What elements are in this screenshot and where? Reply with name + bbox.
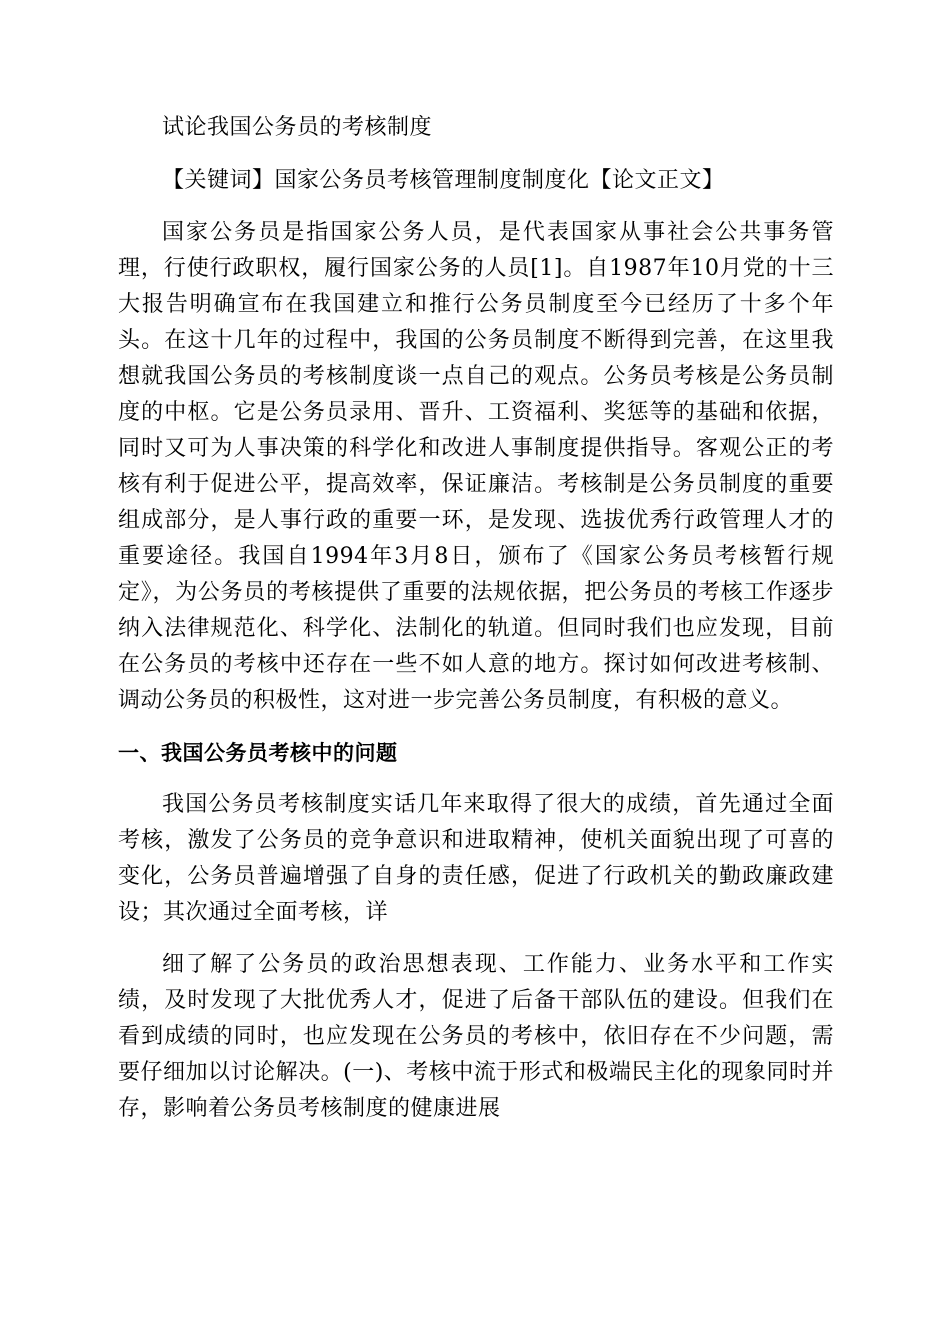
section-paragraph-2: 细了解了公务员的政治思想表现、工作能力、业务水平和工作实绩，及时发现了大批优秀人才，促进了后备干部队伍的建设。但我们在看到成绩的同时，也应发现在公务员的考核中，依旧存在不少问题，需要仔细加以讨论解决。(一)、考核中流于形式和极端民主化的现象同时并存，影响着公务员考核制度的健康进展	[118, 952, 834, 1121]
document-title: 试论我国公务员的考核制度	[162, 115, 433, 140]
section-paragraph-1: 我国公务员考核制度实话几年来取得了很大的成绩，首先通过全面考核，激发了公务员的竞争意识和进取精神，使机关面貌出现了可喜的变化，公务员普遍增强了自身的责任感，促进了行政机关的勤政廉政建设；其次通过全面考核，详	[118, 792, 834, 925]
section-heading: 一、我国公务员考核中的问题	[118, 741, 398, 765]
intro-paragraph: 国家公务员是指国家公务人员，是代表国家从事社会公共事务管理，行使行政职权，履行国家公务的人员[1]。自1987年10月党的十三大报告明确宣布在我国建立和推行公务员制度至今已经历了十多个年头。在这十几年的过程中，我国的公务员制度不断得到完善，在这里我想就我国公务员的考核制度谈一点自己的观点。公务员考核是公务员制度的中枢。它是公务员录用、晋升、工资福利、奖惩等的基础和依据，同时又可为人事决策的科学化和改进人事制度提供指导。客观公正的考核有利于促进公平，提高效率，保证廉洁。考核制是公务员制度的重要组成部分，是人事行政的重要一环，是发现、选拔优秀行政管理人才的重要途径。我国自1994年3月8日，颁布了《国家公务员考核暂行规定》，为公务员的考核提供了重要的法规依据，把公务员的考核工作逐步纳入法律规范化、科学化、法制化的轨道。但同时我们也应发现，目前在公务员的考核中还存在一些不如人意的地方。探讨如何改进考核制、调动公务员的积极性，这对进一步完善公务员制度，有积极的意义。	[118, 220, 835, 713]
document-page	[118, 110, 834, 1127]
keywords-line: 【关键词】国家公务员考核管理制度制度化【论文正文】	[162, 168, 725, 193]
